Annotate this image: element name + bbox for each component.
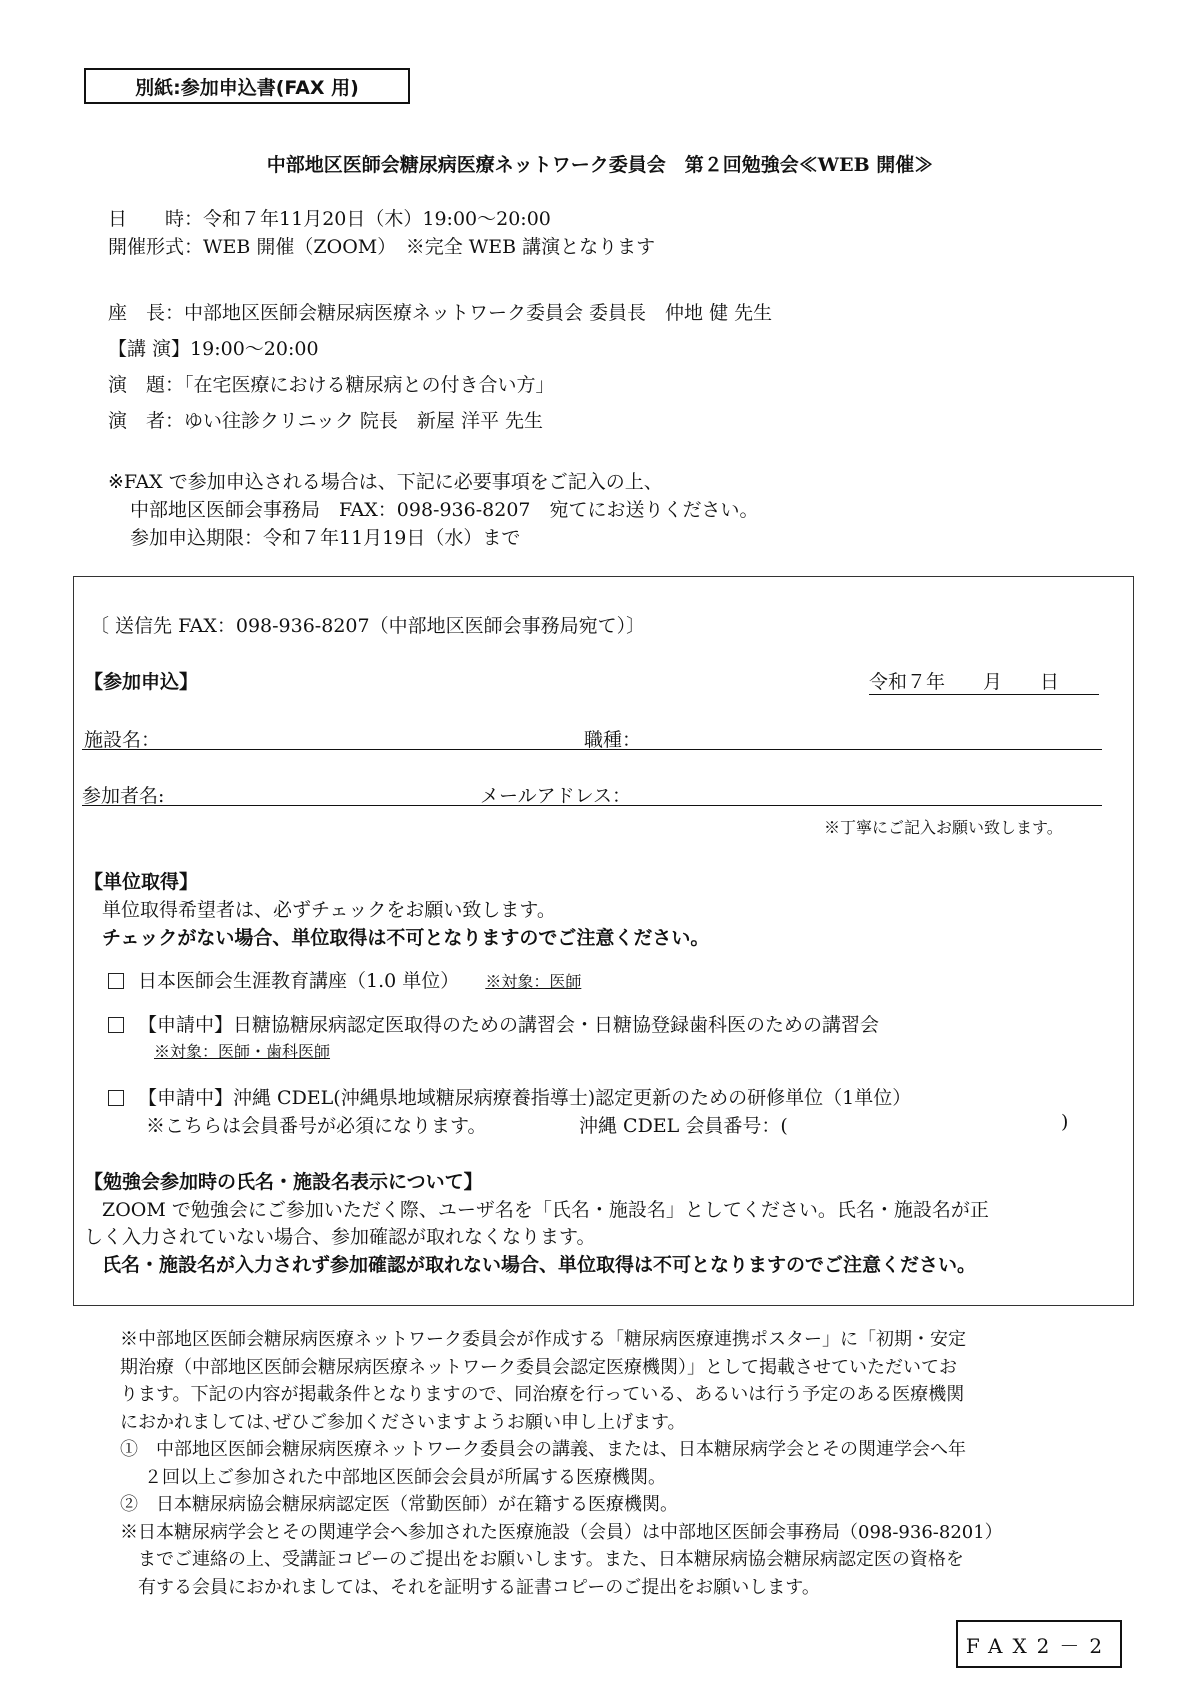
footer-p1-line3: ります。下記の内容が掲載条件となりますので、同治療を行っている、あるいは行う予定のある医療機関 <box>120 1384 965 1405</box>
cdel-member-number-label: 沖縄 CDEL 会員番号：( <box>579 1115 788 1137</box>
application-form <box>73 576 1134 1306</box>
speaker-value: ゆい往診クリニック 院長 新屋 洋平 先生 <box>184 410 543 432</box>
cdel-member-number-close: ) <box>1061 1111 1069 1133</box>
page-title: 中部地区医師会糖尿病医療ネットワーク委員会 第２回勉強会≪WEB 開催≫ <box>266 154 934 176</box>
footer-p2-line2: までご連絡の上、受講証コピーのご提出をお願いします。また、日本糖尿病協会糖尿病認定医の資格を <box>138 1549 964 1570</box>
footer-p1-line1: ※中部地区医師会糖尿病医療ネットワーク委員会が作成する「糖尿病医療連携ポスター」に「初期・安定 <box>120 1329 966 1350</box>
credit-heading: 【単位取得】 <box>84 871 199 893</box>
credit-warning: チェックがない場合、単位取得は不可となりますのでご注意ください。 <box>102 927 710 949</box>
event-lecture <box>108 334 319 361</box>
fax-deadline: 参加申込期限：令和７年11月19日（水）まで <box>130 527 521 549</box>
footer-item1-line2: ２回以上ご参加された中部地区医師会会員が所属する医療機関。 <box>144 1466 666 1488</box>
facility-label: 施設名： <box>84 729 161 751</box>
credit-option-jma <box>108 966 581 993</box>
event-format <box>108 232 655 259</box>
chair-value: 中部地区医師会糖尿病医療ネットワーク委員会 委員長 仲地 健 先生 <box>184 302 773 324</box>
footer-p1-line2: 期治療（中部地区医師会糖尿病医療ネットワーク委員会認定医療機関）」として掲載させていただいてお <box>120 1356 957 1378</box>
footer-p1-line4: におかれましては､ぜひご参加くださいますようお願い申し上げます。 <box>120 1411 686 1433</box>
application-heading: 【参加申込】 <box>84 671 199 693</box>
datetime-value: 令和７年11月20日（木）19:00～20:00 <box>203 208 551 230</box>
credit-note: 単位取得希望者は、必ずチェックをお願い致します。 <box>102 899 556 921</box>
display-heading: 【勉強会参加時の氏名・施設名表示について】 <box>84 1171 483 1193</box>
credit-option-cdel <box>108 1083 911 1110</box>
event-speaker <box>108 406 543 433</box>
checkbox-cdel[interactable] <box>108 1090 124 1106</box>
participant-email-input-line[interactable] <box>82 805 1102 806</box>
fax-instruction-line1: ※FAX で参加申込される場合は、下記に必要事項をご記入の上、 <box>108 471 663 493</box>
checkbox-jma[interactable] <box>108 973 124 989</box>
cdel-member-note: ※こちらは会員番号が必須になります。 <box>146 1115 487 1137</box>
lecture-value: 19:00～20:00 <box>190 338 319 360</box>
format-value: WEB 開催（ZOOM） ※完全 WEB 講演となります <box>203 236 656 258</box>
format-label: 開催形式： <box>108 236 204 258</box>
display-warning: 氏名・施設名が入力されず参加確認が取れない場合、単位取得は不可となりますのでご注意ください。 <box>102 1254 977 1276</box>
lecture-label: 【講 演】 <box>108 338 191 360</box>
credit-option-jds <box>108 1010 879 1037</box>
participant-label: 参加者名: <box>82 785 165 807</box>
footer-item2: ② 日本糖尿病協会糖尿病認定医（常勤医師）が在籍する医療機関。 <box>120 1494 678 1515</box>
speaker-label: 演 者： <box>108 410 185 432</box>
checkbox-jds[interactable] <box>108 1017 124 1033</box>
event-chair <box>108 298 772 325</box>
application-date-field[interactable]: 令和７年 月 日 <box>869 667 1099 695</box>
topic-label: 演 題： <box>108 374 185 396</box>
datetime-label: 日 時： <box>108 208 204 230</box>
option-label: 日本医師会生涯教育講座（1.0 単位） <box>138 970 460 992</box>
footer-p2-line1: ※日本糖尿病学会とその関連学会へ参加された医療施設（会員）は中部地区医師会事務局（098-936-8201） <box>120 1521 1003 1543</box>
fax-instruction-line2: 中部地区医師会事務局 FAX：098-936-8207 宛てにお送りください。 <box>130 499 759 521</box>
option-label: 【申請中】沖縄 CDEL(沖縄県地域糖尿病療養指導士)認定更新のための研修単位（1単位） <box>138 1087 912 1109</box>
option-label: 【申請中】日糖協糖尿病認定医取得のための講習会・日糖協登録歯科医のための講習会 <box>138 1014 880 1036</box>
footer-p2-line3: 有する会員におかれましては、それを証明する証書コピーのご提出をお願いします。 <box>138 1576 820 1598</box>
footer-notes <box>120 1326 1100 1601</box>
topic-value: 「在宅医療における糖尿病との付き合い方」 <box>184 374 555 396</box>
chair-label: 座 長： <box>108 302 185 324</box>
send-to-fax: 〔 送信先 FAX：098-936-8207（中部地区医師会事務局宛て）〕 <box>90 615 646 637</box>
occupation-label: 職種： <box>584 729 642 751</box>
option-target: ※対象：医師・歯科医師 <box>154 1042 331 1061</box>
event-topic <box>108 370 555 397</box>
facility-occupation-input-line[interactable] <box>82 749 1102 750</box>
email-label: メールアドレス： <box>480 785 632 807</box>
display-text-line2: しく入力されていない場合、参加確認が取れなくなります。 <box>84 1226 596 1248</box>
appendix-label: 別紙:参加申込書(FAX 用) <box>84 68 410 104</box>
fill-note: ※丁寧にご記入お願い致します。 <box>824 818 1063 837</box>
cdel-member-number-input[interactable] <box>794 1111 1024 1135</box>
page-label: FAX2－2 <box>956 1620 1122 1668</box>
option-target: ※対象：医師 <box>485 972 582 991</box>
display-text-line1: ZOOM で勉強会にご参加いただく際、ユーザ名を「氏名・施設名」としてください。氏名・施設名が正 <box>102 1199 989 1221</box>
event-datetime <box>108 204 551 231</box>
footer-item1-line1: ① 中部地区医師会糖尿病医療ネットワーク委員会の講義、または、日本糖尿病学会とその関連学会へ年 <box>120 1439 966 1460</box>
